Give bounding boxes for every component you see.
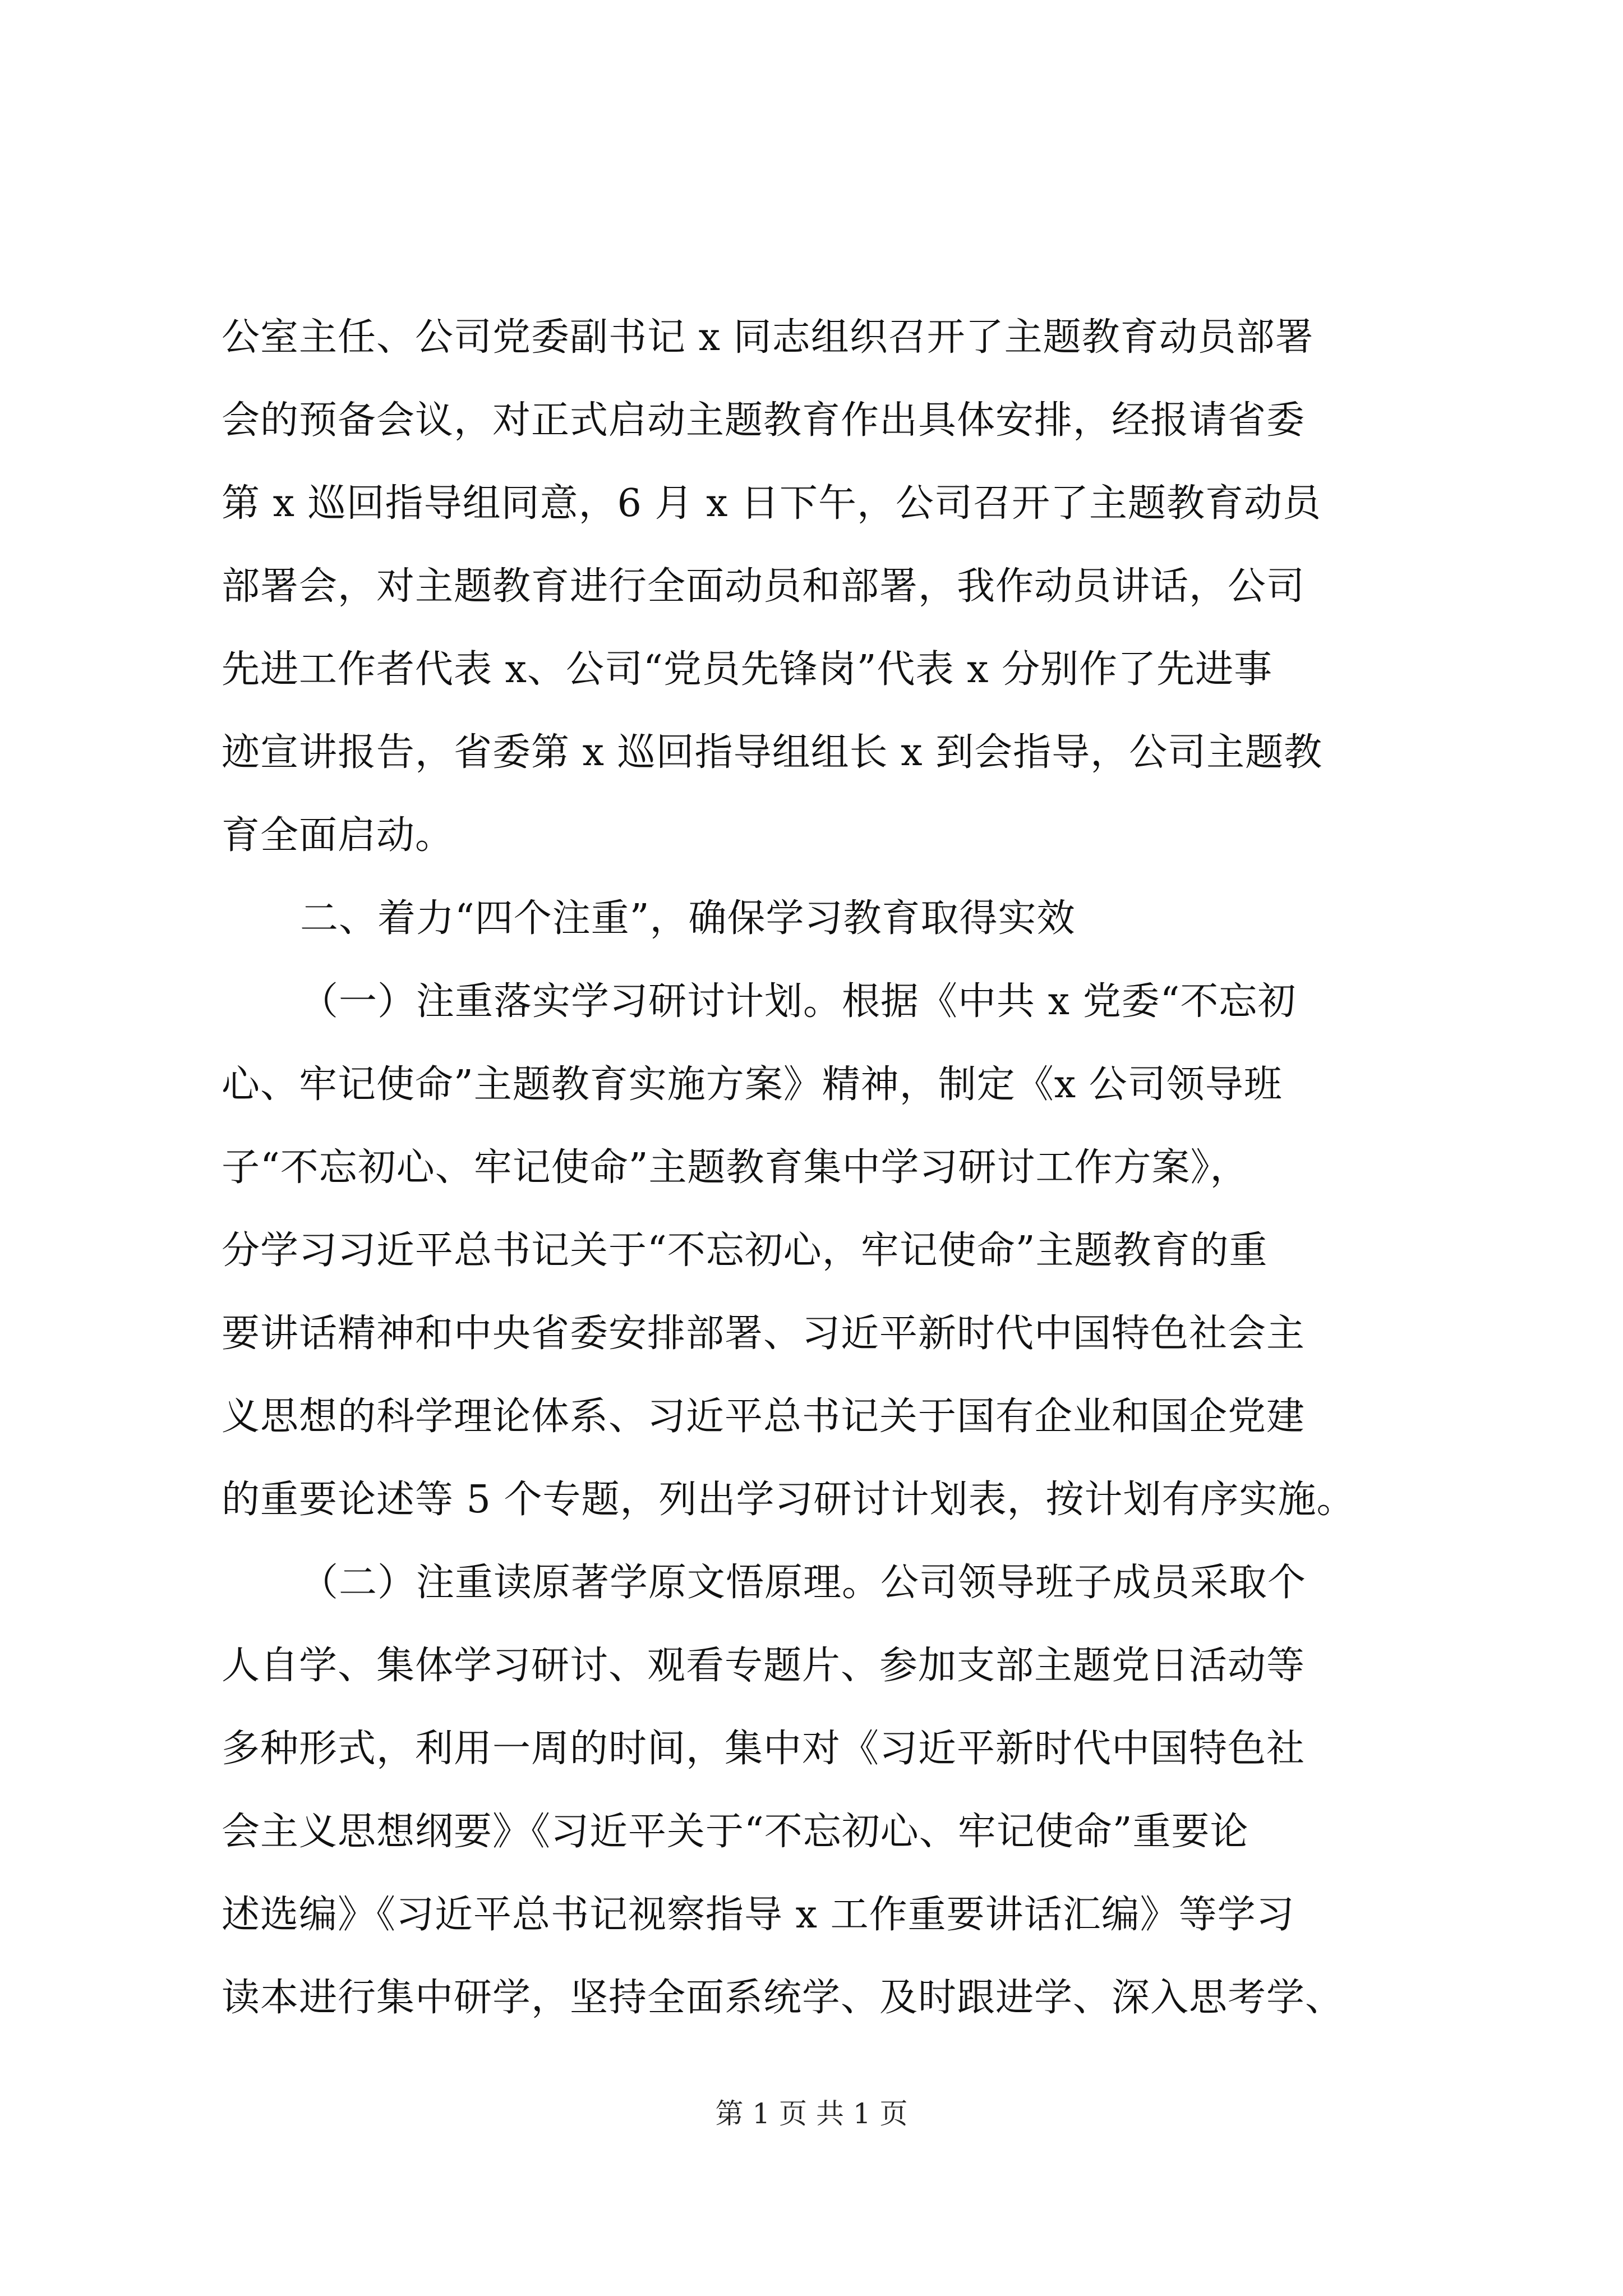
page-number-footer: 第 1 页 共 1 页: [715, 2097, 908, 2130]
section-heading: 二、着力“四个注重”，确保学习教育取得实效: [300, 896, 1076, 941]
text-line: 会的预备会议，对正式启动主题教育作出具体安排，经报请省委: [222, 398, 1306, 443]
text-line: 的重要论述等 5 个专题，列出学习研讨计划表，按计划有序实施。: [222, 1478, 1355, 1522]
text-line: 先进工作者代表 x、公司“党员先锋岗”代表 x 分别作了先进事: [222, 647, 1273, 692]
text-line: 分学习习近平总书记关于“不忘初心，牢记使命”主题教育的重: [222, 1228, 1268, 1273]
paragraph-start: （二）注重读原著学原文悟原理。公司领导班子成员采取个: [300, 1561, 1307, 1605]
text-line: 多种形式，利用一周的时间，集中对《习近平新时代中国特色社: [222, 1727, 1306, 1771]
text-line: 第 x 巡回指导组同意，6 月 x 日下午，公司召开了主题教育动员: [222, 481, 1322, 526]
text-line: 公室主任、公司党委副书记 x 同志组织召开了主题教育动员部署: [222, 315, 1314, 360]
text-line: 会主义思想纲要》《习近平关于“不忘初心、牢记使命”重要论: [222, 1810, 1249, 1854]
text-line: 部署会，对主题教育进行全面动员和部署，我作动员讲话，公司: [222, 564, 1306, 609]
document-body: [222, 296, 1416, 2040]
text-line: 迹宣讲报告，省委第 x 巡回指导组组长 x 到会指导，公司主题教: [222, 730, 1323, 775]
text-line: 心、牢记使命”主题教育实施方案》精神，制定《x 公司领导班: [222, 1062, 1283, 1107]
text-line: 义思想的科学理论体系、习近平总书记关于国有企业和国企党建: [222, 1395, 1306, 1439]
text-line: 子“不忘初心、牢记使命”主题教育集中学习研讨工作方案》，: [222, 1145, 1249, 1190]
text-line: 述选编》《习近平总书记视察指导 x 工作重要讲话汇编》等学习: [222, 1893, 1295, 1937]
text-line: 人自学、集体学习研讨、观看专题片、参加支部主题党日活动等: [222, 1644, 1306, 1688]
text-line: 要讲话精神和中央省委安排部署、习近平新时代中国特色社会主: [222, 1312, 1306, 1356]
text-line: 育全面启动。: [222, 813, 454, 858]
paragraph-start: （一）注重落实学习研讨计划。根据《中共 x 党委“不忘初: [300, 979, 1297, 1024]
text-line: 读本进行集中研学，坚持全面系统学、及时跟进学、深入思考学、: [222, 1976, 1344, 2020]
